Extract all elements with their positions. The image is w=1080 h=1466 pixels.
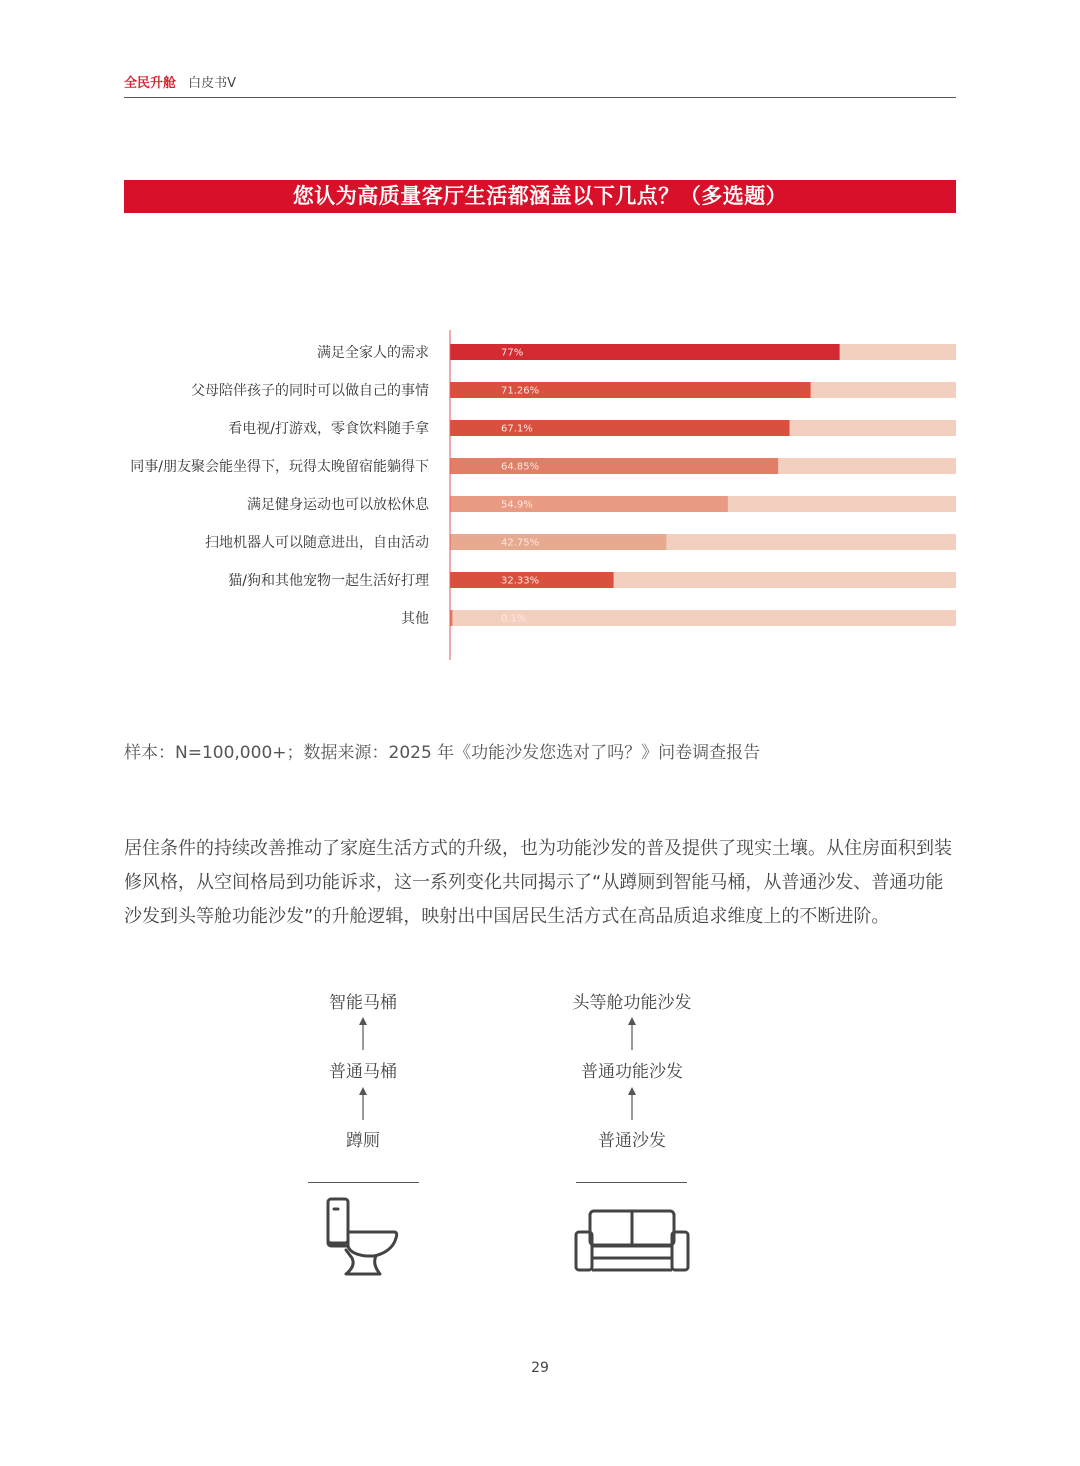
sofa-level-middle: 普通功能沙发 bbox=[581, 1062, 683, 1082]
toilet-level-middle: 普通马桶 bbox=[329, 1062, 397, 1082]
toilet-level-top: 智能马桶 bbox=[329, 993, 397, 1013]
arrow-up-icon bbox=[357, 1017, 369, 1051]
data-label: 54.9% bbox=[501, 499, 533, 511]
category-label: 猫/狗和其他宠物一起生活好打理 bbox=[228, 573, 429, 589]
header-subtitle: 白皮书Ⅴ bbox=[188, 76, 237, 91]
category-label: 满足全家人的需求 bbox=[317, 345, 429, 361]
page-header bbox=[124, 72, 236, 91]
sofa-divider bbox=[576, 1182, 687, 1183]
toilet-level-bottom: 蹲厕 bbox=[346, 1131, 380, 1151]
sofa-icon bbox=[574, 1208, 690, 1274]
data-label: 64.85% bbox=[501, 461, 540, 473]
category-label: 父母陪伴孩子的同时可以做自己的事情 bbox=[191, 383, 429, 399]
chart-source-note: 样本：N=100,000+；数据来源：2025 年《功能沙发您选对了吗？》问卷调查报告 bbox=[124, 743, 761, 763]
sofa-level-top: 头等舱功能沙发 bbox=[572, 993, 692, 1013]
bar bbox=[450, 534, 666, 550]
bar bbox=[450, 458, 778, 474]
header-divider bbox=[124, 97, 956, 98]
data-label: 0.1% bbox=[501, 613, 527, 625]
arrow-up-icon bbox=[626, 1017, 638, 1051]
data-label: 71.26% bbox=[501, 385, 540, 397]
category-label: 满足健身运动也可以放松休息 bbox=[247, 497, 429, 513]
data-label: 32.33% bbox=[501, 575, 540, 587]
page-number: 29 bbox=[531, 1360, 549, 1376]
data-label: 77% bbox=[501, 347, 524, 359]
category-label: 同事/朋友聚会能坐得下，玩得太晚留宿能躺得下 bbox=[130, 459, 429, 475]
category-label: 其他 bbox=[401, 611, 429, 627]
bar bbox=[450, 496, 728, 512]
toilet-divider bbox=[308, 1182, 419, 1183]
data-label: 67.1% bbox=[501, 423, 533, 435]
survey-bar-chart bbox=[0, 320, 1080, 670]
arrow-up-icon bbox=[357, 1087, 369, 1121]
chart-title-banner: 您认为高质量客厅生活都涵盖以下几点？（多选题） bbox=[124, 180, 956, 213]
sofa-level-bottom: 普通沙发 bbox=[598, 1131, 666, 1151]
body-paragraph: 居住条件的持续改善推动了家庭生活方式的升级，也为功能沙发的普及提供了现实土壤。从住房面积到装修风格，从空间格局到功能诉求，这一系列变化共同揭示了“从蹲厕到智能马桶，从普通沙发、普通功能沙发到头等舱功能沙发”的升舱逻辑，映射出中国居民生活方式在高品质追求维度上的不断进阶。 bbox=[124, 838, 952, 927]
arrow-up-icon bbox=[626, 1087, 638, 1121]
data-label: 42.75% bbox=[501, 537, 540, 549]
category-label: 看电视/打游戏，零食饮料随手拿 bbox=[228, 421, 429, 437]
toilet-icon bbox=[320, 1196, 404, 1278]
category-label: 扫地机器人可以随意进出，自由活动 bbox=[205, 535, 429, 551]
header-brand: 全民升舱 bbox=[124, 76, 177, 91]
